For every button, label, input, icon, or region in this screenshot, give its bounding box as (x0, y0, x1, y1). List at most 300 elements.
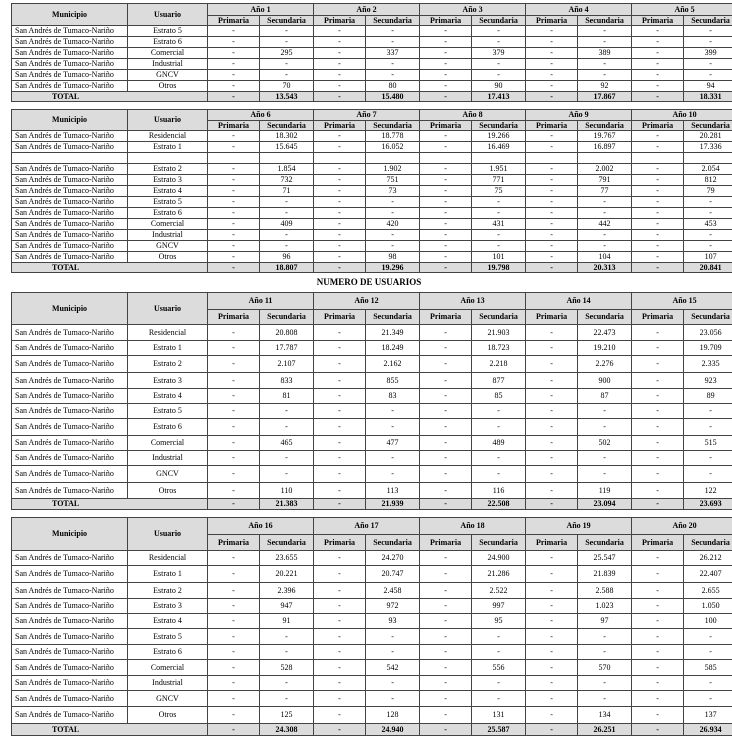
value-cell: 19.767 (578, 131, 632, 142)
value-cell: - (208, 404, 260, 419)
municipio-cell: San Andrés de Tumaco-Nariño (12, 466, 128, 483)
usuario-cell: Industrial (128, 451, 208, 466)
value-cell: - (472, 241, 526, 252)
value-cell: - (632, 583, 684, 599)
usuario-header: Usuario (128, 110, 208, 131)
value-cell: - (420, 230, 472, 241)
total-cell: 20.841 (684, 263, 732, 273)
value-cell: - (420, 219, 472, 230)
table-row (12, 691, 732, 707)
total-label: TOTAL (12, 263, 208, 273)
total-cell: - (420, 724, 472, 736)
value-cell: - (366, 230, 420, 241)
header-row-years (12, 518, 732, 535)
value-cell: - (420, 208, 472, 219)
value-cell: - (366, 676, 420, 691)
value-cell: 972 (366, 599, 420, 614)
value-cell: - (420, 404, 472, 419)
secundaria-header: Secundaria (578, 535, 632, 551)
value-cell: - (632, 691, 684, 707)
value-cell: 26.212 (684, 551, 732, 566)
value-cell: - (472, 26, 526, 37)
municipio-cell: San Andrés de Tumaco-Nariño (12, 241, 128, 252)
primaria-header: Primaria (526, 16, 578, 26)
value-cell: - (632, 466, 684, 483)
value-cell: 92 (578, 81, 632, 92)
value-cell: - (314, 691, 366, 707)
value-cell: - (632, 419, 684, 436)
value-cell: - (684, 404, 732, 419)
header-row-years (12, 293, 732, 310)
value-cell: - (526, 614, 578, 629)
table-row (12, 419, 732, 436)
value-cell: - (260, 208, 314, 219)
value-cell: 128 (366, 707, 420, 724)
usuario-cell: GNCV (128, 691, 208, 707)
municipio-cell: San Andrés de Tumaco-Nariño (12, 629, 128, 645)
secundaria-header: Secundaria (366, 16, 420, 26)
value-cell: - (314, 583, 366, 599)
value-cell: - (420, 707, 472, 724)
value-cell: 107 (684, 252, 732, 263)
value-cell: - (314, 26, 366, 37)
value-cell: 122 (684, 483, 732, 499)
table-row (12, 48, 732, 59)
value-cell: - (420, 583, 472, 599)
year-header: Año 12 (314, 293, 420, 310)
usuario-cell: Estrato 3 (128, 373, 208, 389)
users-table-years-11-15 (11, 292, 732, 510)
value-cell: - (314, 599, 366, 614)
value-cell: 389 (578, 48, 632, 59)
municipio-header: Municipio (12, 110, 128, 131)
usuario-cell: Estrato 6 (128, 37, 208, 48)
municipio-cell: San Andrés de Tumaco-Nariño (12, 230, 128, 241)
value-cell: - (472, 197, 526, 208)
total-cell: 20.313 (578, 263, 632, 273)
value-cell: - (526, 26, 578, 37)
municipio-cell: San Andrés de Tumaco-Nariño (12, 197, 128, 208)
value-cell: - (420, 451, 472, 466)
users-table-years-16-20 (11, 517, 732, 736)
value-cell: 23.655 (260, 551, 314, 566)
usuario-cell: Estrato 4 (128, 186, 208, 197)
value-cell: - (632, 451, 684, 466)
value-cell (632, 153, 684, 164)
value-cell: - (314, 252, 366, 263)
value-cell: - (314, 197, 366, 208)
value-cell: - (260, 404, 314, 419)
value-cell: - (260, 645, 314, 660)
table-row (12, 645, 732, 660)
value-cell: - (472, 466, 526, 483)
total-label: TOTAL (12, 499, 208, 510)
year-header: Año 3 (420, 4, 526, 16)
value-cell: - (526, 230, 578, 241)
value-cell: 15.645 (260, 142, 314, 153)
table-row (12, 81, 732, 92)
value-cell: - (684, 466, 732, 483)
total-cell: - (420, 263, 472, 273)
value-cell: - (260, 37, 314, 48)
value-cell: - (526, 164, 578, 175)
value-cell: - (314, 566, 366, 583)
total-cell: 19.296 (366, 263, 420, 273)
value-cell: - (260, 419, 314, 436)
value-cell: - (526, 219, 578, 230)
table-row (12, 436, 732, 451)
value-cell: 17.787 (260, 341, 314, 356)
value-cell: - (526, 629, 578, 645)
value-cell: - (420, 691, 472, 707)
value-cell (208, 153, 260, 164)
value-cell: - (632, 325, 684, 341)
value-cell: - (420, 325, 472, 341)
usuario-cell: Estrato 6 (128, 208, 208, 219)
year-header: Año 13 (420, 293, 526, 310)
value-cell: - (420, 48, 472, 59)
value-cell: 2.054 (684, 164, 732, 175)
value-cell: - (366, 197, 420, 208)
usuario-cell: Residencial (128, 131, 208, 142)
header-row-years (12, 110, 732, 121)
value-cell: - (314, 175, 366, 186)
year-header: Año 19 (526, 518, 632, 535)
table-row (12, 70, 732, 81)
value-cell: - (314, 142, 366, 153)
value-cell: 1.854 (260, 164, 314, 175)
municipio-header: Municipio (12, 518, 128, 551)
table-row (12, 660, 732, 676)
value-cell: - (208, 629, 260, 645)
value-cell: 23.056 (684, 325, 732, 341)
value-cell: - (366, 26, 420, 37)
value-cell: 110 (260, 483, 314, 499)
value-cell: - (314, 466, 366, 483)
value-cell: - (260, 230, 314, 241)
value-cell: - (632, 645, 684, 660)
table-row (12, 197, 732, 208)
value-cell: 812 (684, 175, 732, 186)
value-cell: - (314, 230, 366, 241)
value-cell: - (314, 219, 366, 230)
value-cell: - (632, 142, 684, 153)
usuario-header: Usuario (128, 293, 208, 325)
value-cell: - (526, 208, 578, 219)
total-cell: - (314, 92, 366, 102)
value-cell: - (632, 629, 684, 645)
total-cell: 22.508 (472, 499, 526, 510)
value-cell: 116 (472, 483, 526, 499)
value-cell: - (472, 59, 526, 70)
value-cell: 24.900 (472, 551, 526, 566)
year-header: Año 2 (314, 4, 420, 16)
municipio-cell: San Andrés de Tumaco-Nariño (12, 419, 128, 436)
value-cell: 1.902 (366, 164, 420, 175)
year-header: Año 20 (632, 518, 732, 535)
table-row (12, 404, 732, 419)
value-cell: - (208, 131, 260, 142)
year-header: Año 4 (526, 4, 632, 16)
total-cell: - (526, 499, 578, 510)
value-cell: - (526, 241, 578, 252)
value-cell: - (632, 404, 684, 419)
value-cell: 2.396 (260, 583, 314, 599)
table-row (12, 676, 732, 691)
municipio-cell: San Andrés de Tumaco-Nariño (12, 37, 128, 48)
value-cell: - (526, 186, 578, 197)
table-row (12, 599, 732, 614)
value-cell: - (632, 707, 684, 724)
value-cell (526, 153, 578, 164)
value-cell: - (632, 164, 684, 175)
table-row (12, 551, 732, 566)
usuario-cell: Estrato 6 (128, 419, 208, 436)
total-cell: - (632, 92, 684, 102)
total-cell: - (632, 724, 684, 736)
municipio-cell: San Andrés de Tumaco-Nariño (12, 59, 128, 70)
value-cell: 119 (578, 483, 632, 499)
municipio-cell: San Andrés de Tumaco-Nariño (12, 325, 128, 341)
total-cell: 26.934 (684, 724, 732, 736)
secundaria-header: Secundaria (684, 16, 732, 26)
value-cell: - (366, 241, 420, 252)
usuario-cell: Estrato 5 (128, 26, 208, 37)
value-cell: - (208, 186, 260, 197)
primaria-header: Primaria (420, 16, 472, 26)
primaria-header: Primaria (632, 121, 684, 131)
value-cell: - (208, 70, 260, 81)
value-cell: - (578, 451, 632, 466)
primaria-header: Primaria (208, 310, 260, 325)
value-cell: - (420, 241, 472, 252)
usuario-cell: Otros (128, 483, 208, 499)
value-cell: 87 (578, 389, 632, 404)
value-cell: - (314, 645, 366, 660)
value-cell: 18.778 (366, 131, 420, 142)
value-cell: 791 (578, 175, 632, 186)
value-cell: - (208, 341, 260, 356)
value-cell: - (632, 175, 684, 186)
value-cell: - (208, 483, 260, 499)
value-cell: 25.547 (578, 551, 632, 566)
value-cell: - (260, 676, 314, 691)
primaria-header: Primaria (632, 535, 684, 551)
table-row (12, 629, 732, 645)
value-cell: - (578, 59, 632, 70)
value-cell (366, 153, 420, 164)
value-cell: 70 (260, 81, 314, 92)
usuario-cell: Otros (128, 707, 208, 724)
value-cell: 477 (366, 436, 420, 451)
value-cell: 2.002 (578, 164, 632, 175)
total-cell: - (632, 263, 684, 273)
value-cell: - (208, 164, 260, 175)
value-cell: - (472, 645, 526, 660)
value-cell: - (578, 37, 632, 48)
value-cell: - (366, 645, 420, 660)
value-cell: - (208, 241, 260, 252)
total-cell: - (526, 92, 578, 102)
usuario-cell: GNCV (128, 466, 208, 483)
usuario-cell: Comercial (128, 219, 208, 230)
primaria-header: Primaria (314, 16, 366, 26)
usuario-cell (128, 153, 208, 164)
total-row (12, 724, 732, 736)
value-cell: - (526, 599, 578, 614)
value-cell: - (578, 419, 632, 436)
year-header: Año 5 (632, 4, 732, 16)
total-cell: 13.543 (260, 92, 314, 102)
total-cell: 17.413 (472, 92, 526, 102)
usuario-cell: Comercial (128, 48, 208, 59)
value-cell: 295 (260, 48, 314, 59)
table-row (12, 341, 732, 356)
value-cell: - (260, 26, 314, 37)
value-cell (260, 153, 314, 164)
value-cell: 1.951 (472, 164, 526, 175)
value-cell: - (526, 676, 578, 691)
value-cell: - (420, 356, 472, 373)
value-cell: - (420, 26, 472, 37)
value-cell: - (260, 691, 314, 707)
secundaria-header: Secundaria (578, 121, 632, 131)
value-cell: - (632, 48, 684, 59)
total-cell: - (314, 499, 366, 510)
value-cell: - (366, 451, 420, 466)
value-cell: - (420, 614, 472, 629)
total-label: TOTAL (12, 92, 208, 102)
usuario-cell: GNCV (128, 70, 208, 81)
value-cell: - (260, 70, 314, 81)
value-cell: 2.522 (472, 583, 526, 599)
value-cell: - (684, 691, 732, 707)
value-cell: - (260, 466, 314, 483)
municipio-cell: San Andrés de Tumaco-Nariño (12, 208, 128, 219)
total-cell: 23.693 (684, 499, 732, 510)
value-cell: 20.281 (684, 131, 732, 142)
usuario-cell: Estrato 4 (128, 614, 208, 629)
value-cell: - (366, 37, 420, 48)
municipio-cell: San Andrés de Tumaco-Nariño (12, 186, 128, 197)
municipio-cell: San Andrés de Tumaco-Nariño (12, 252, 128, 263)
value-cell: 570 (578, 660, 632, 676)
value-cell: - (208, 356, 260, 373)
value-cell: - (366, 404, 420, 419)
secundaria-header: Secundaria (684, 535, 732, 551)
municipio-header: Municipio (12, 293, 128, 325)
value-cell: - (208, 230, 260, 241)
value-cell: - (420, 373, 472, 389)
usuario-cell: Estrato 2 (128, 356, 208, 373)
value-cell: - (632, 660, 684, 676)
value-cell: - (208, 551, 260, 566)
value-cell: - (526, 404, 578, 419)
value-cell: - (526, 37, 578, 48)
value-cell: - (472, 451, 526, 466)
value-cell: - (420, 252, 472, 263)
usuario-cell: Otros (128, 81, 208, 92)
value-cell: 71 (260, 186, 314, 197)
value-cell: - (420, 131, 472, 142)
value-cell: - (420, 466, 472, 483)
value-cell: - (420, 551, 472, 566)
value-cell: - (314, 59, 366, 70)
value-cell: - (420, 175, 472, 186)
municipio-cell: San Andrés de Tumaco-Nariño (12, 81, 128, 92)
value-cell: 96 (260, 252, 314, 263)
value-cell: - (314, 551, 366, 566)
value-cell: 80 (366, 81, 420, 92)
value-cell: - (632, 341, 684, 356)
table-row (12, 566, 732, 583)
value-cell: 125 (260, 707, 314, 724)
value-cell: 585 (684, 660, 732, 676)
year-header: Año 11 (208, 293, 314, 310)
value-cell: - (314, 325, 366, 341)
municipio-cell: San Andrés de Tumaco-Nariño (12, 614, 128, 629)
total-cell: 25.587 (472, 724, 526, 736)
primaria-header: Primaria (314, 121, 366, 131)
secundaria-header: Secundaria (260, 310, 314, 325)
value-cell: 542 (366, 660, 420, 676)
municipio-cell: San Andrés de Tumaco-Nariño (12, 566, 128, 583)
value-cell: - (208, 451, 260, 466)
table-row (12, 59, 732, 70)
secundaria-header: Secundaria (472, 535, 526, 551)
value-cell: - (314, 451, 366, 466)
primaria-header: Primaria (526, 310, 578, 325)
municipio-cell: San Andrés de Tumaco-Nariño (12, 219, 128, 230)
value-cell: - (420, 341, 472, 356)
value-cell: - (684, 241, 732, 252)
value-cell: - (420, 599, 472, 614)
value-cell: - (578, 645, 632, 660)
total-cell: 15.480 (366, 92, 420, 102)
total-cell: - (314, 724, 366, 736)
value-cell: 2.218 (472, 356, 526, 373)
value-cell: - (420, 566, 472, 583)
value-cell: - (526, 660, 578, 676)
usuario-cell: Estrato 1 (128, 566, 208, 583)
total-cell: 26.251 (578, 724, 632, 736)
value-cell: - (632, 70, 684, 81)
value-cell: - (526, 325, 578, 341)
municipio-cell: San Andrés de Tumaco-Nariño (12, 175, 128, 186)
value-cell: - (632, 241, 684, 252)
value-cell: 2.276 (578, 356, 632, 373)
value-cell: - (632, 373, 684, 389)
primaria-header: Primaria (526, 535, 578, 551)
municipio-cell: San Andrés de Tumaco-Nariño (12, 48, 128, 59)
usuario-header: Usuario (128, 4, 208, 26)
value-cell: - (314, 208, 366, 219)
value-cell: - (526, 48, 578, 59)
table-row (12, 356, 732, 373)
value-cell: - (420, 419, 472, 436)
total-cell: 24.308 (260, 724, 314, 736)
value-cell: 431 (472, 219, 526, 230)
value-cell: - (420, 37, 472, 48)
value-cell: 732 (260, 175, 314, 186)
value-cell (578, 153, 632, 164)
value-cell: 2.588 (578, 583, 632, 599)
value-cell: - (472, 629, 526, 645)
value-cell: 2.335 (684, 356, 732, 373)
value-cell: - (632, 26, 684, 37)
municipio-cell: San Andrés de Tumaco-Nariño (12, 451, 128, 466)
municipio-cell: San Andrés de Tumaco-Nariño (12, 483, 128, 499)
